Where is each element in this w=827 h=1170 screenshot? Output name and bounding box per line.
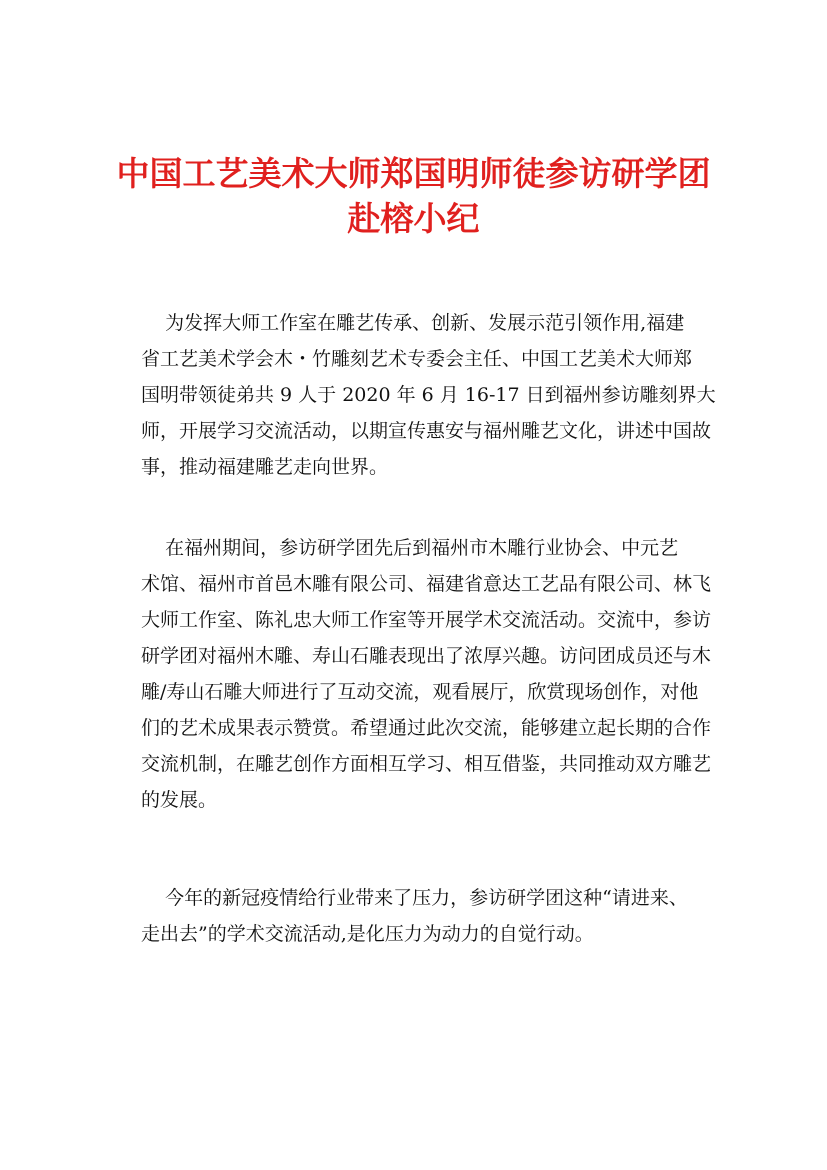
paragraph-2-line-2: 术馆、福州市首邑木雕有限公司、福建省意达工艺品有限公司、林飞 bbox=[141, 573, 712, 595]
paragraph-2-line-6: 们的艺术成果表示赞赏。希望通过此次交流，能够建立起长期的合作 bbox=[141, 717, 712, 739]
paragraph-3-line-1: 今年的新冠疫情给行业带来了压力，参访研学团这种“请进来、 bbox=[141, 887, 688, 909]
paragraph-1-line-5: 事，推动福建雕艺走向世界。 bbox=[141, 456, 389, 478]
paragraph-3-line-2: 走出去”的学术交流活动,是化压力为动力的自觉行动。 bbox=[141, 923, 594, 945]
paragraph-1-line-2: 省工艺美术学会木・竹雕刻艺术专委会主任、中国工艺美术大师郑 bbox=[141, 348, 693, 370]
paragraph-2-line-5: 雕/寿山石雕大师进行了互动交流，观看展厅，欣赏现场创作，对他 bbox=[141, 681, 699, 703]
document-title-line-1: 中国工艺美术大师郑国明师徒参访研学团 bbox=[116, 154, 711, 193]
paragraph-1-line-1: 为发挥大师工作室在雕艺传承、创新、发展示范引领作用,福建 bbox=[141, 312, 685, 334]
paragraph-2-line-7: 交流机制，在雕艺创作方面相互学习、相互借鉴，共同推动双方雕艺 bbox=[141, 753, 712, 775]
paragraph-1-line-4: 师，开展学习交流活动，以期宣传惠安与福州雕艺文化，讲述中国故 bbox=[141, 420, 712, 442]
paragraph-3 bbox=[141, 880, 721, 952]
paragraph-2-line-4: 研学团对福州木雕、寿山石雕表现出了浓厚兴趣。访问团成员还与木 bbox=[141, 645, 712, 667]
paragraph-2-line-1: 在福州期间，参访研学团先后到福州市木雕行业协会、中元艺 bbox=[141, 537, 679, 559]
paragraph-2-line-3: 大师工作室、陈礼忠大师工作室等开展学术交流活动。交流中，参访 bbox=[141, 609, 712, 631]
paragraph-1 bbox=[141, 305, 721, 485]
paragraph-1-line-3: 国明带领徒弟共 9 人于 2020 年 6 月 16-17 日到福州参访雕刻界大 bbox=[141, 384, 716, 406]
paragraph-2 bbox=[141, 530, 721, 818]
document-title-line-2: 赴榕小纪 bbox=[347, 199, 480, 238]
paragraph-2-line-8: 的发展。 bbox=[141, 789, 218, 811]
